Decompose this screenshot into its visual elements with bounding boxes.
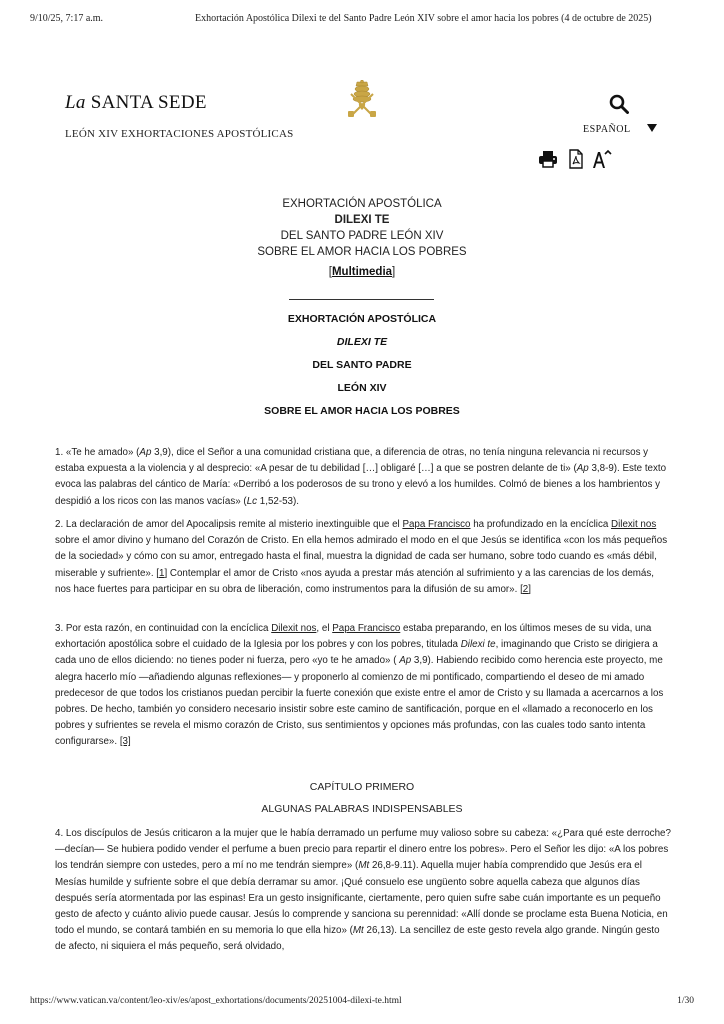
papal-keys-emblem-icon[interactable] (345, 80, 379, 118)
document-heading (0, 196, 724, 280)
chevron-down-icon[interactable] (647, 124, 657, 132)
text: 26,13). La sencillez de este gesto revela algo grande. Ningún gesto de afecto, ni siquiera el más pequeño, será olvidado, (55, 925, 660, 953)
bracket-open: [ (328, 266, 332, 278)
bible-ref: Mt (358, 860, 370, 872)
print-date: 9/10/25, 7:17 a.m. (30, 13, 104, 24)
search-icon[interactable] (609, 94, 629, 114)
site-title-main: SANTA SEDE (90, 92, 207, 113)
footnote-link[interactable]: [2] (520, 583, 531, 595)
title-author-line: DEL SANTO PADRE (312, 359, 412, 371)
page-url: https://www.vatican.va/content/leo-xiv/es/apost_exhortations/documents/20251004-dilexi-te.html (30, 996, 402, 1006)
page-number: 1/30 (677, 996, 694, 1006)
paragraph-1 (55, 445, 671, 510)
chapter-subtitle: ALGUNAS PALABRAS INDISPENSABLES (261, 803, 463, 815)
text: 3. Por esta razón, en continuidad con la encíclica (55, 623, 272, 634)
text: 4. Los discípulos de Jesús criticaron a la mujer que le había derramado un perfume muy valioso sobre su cabeza: «¿Para qué este derroche? —decían— Se hubiera podido vender el perfume a buen precio para repartir el dinero entre los pobres». Pero el Señor les dijo: «A los pobres los tendrán siempre con ustedes, pero a mí no me tendrán siempre» ( (55, 828, 671, 872)
bible-ref: Ap (139, 447, 152, 458)
footnote-link[interactable]: [1] (156, 567, 168, 579)
title-pope: LEÓN XIV (337, 382, 387, 394)
text: 2. La declaración de amor del Apocalipsis remite al misterio inextinguible que el (55, 519, 403, 530)
doc-head-author: DEL SANTO PADRE LEÓN XIV (280, 230, 444, 242)
site-title-prefix: La (65, 92, 86, 113)
text: Contemplar el amor de Cristo «nos ayuda a prestar más atención al sufrimiento y a las carencias de los demás, nos hace fuertes para participar en su obra de liberación, como instrumentos para la difusión de su amor». (55, 567, 654, 595)
bible-ref: Lc (246, 495, 258, 507)
paragraph-4 (55, 826, 671, 956)
doc-head-type: EXHORTACIÓN APOSTÓLICA (282, 198, 442, 210)
print-footer (30, 996, 694, 1010)
text: ha profundizado en la encíclica (470, 519, 612, 530)
print-icon[interactable] (538, 149, 558, 169)
pdf-icon[interactable] (566, 149, 586, 169)
papa-francisco-link[interactable]: Papa Francisco (332, 623, 401, 634)
text: estaba preparando, en los últimos meses de su vida, una exhortación apostólica sobre el cuidado de la Iglesia por los pobres y con los pobres, titulada (55, 623, 652, 651)
title-block (0, 313, 724, 428)
multimedia-row (0, 264, 724, 280)
dilexit-nos-link[interactable]: Dilexit nos (271, 623, 317, 634)
papa-francisco-link[interactable]: Papa Francisco (402, 519, 471, 530)
text: , el (316, 623, 333, 634)
bible-ref: Ap (399, 655, 412, 667)
paragraph-3 (55, 621, 671, 751)
site-breadcrumb[interactable]: LEÓN XIV EXHORTACIONES APOSTÓLICAS (65, 128, 294, 140)
multimedia-link[interactable]: Multimedia (331, 266, 393, 278)
text: sobre el amor divino y humano del Corazón de Cristo. En ella hemos admirado el modo en el que Jesús se identifica «con los más pequeños de la sociedad» y cómo con su amor, entregado hasta el final, muestra la dignidad de cada ser humano, sobre todo cuando es «más débil, miserable y sufriente». (55, 535, 668, 579)
bible-ref: Ap (576, 463, 589, 475)
site-title-link[interactable] (65, 92, 207, 114)
title-subject: SOBRE EL AMOR HACIA LOS POBRES (264, 405, 460, 417)
bracket-close: ] (392, 266, 396, 278)
chapter-heading: CAPÍTULO PRIMERO (309, 781, 415, 793)
bible-ref: Mt (352, 925, 364, 937)
text: 1. «Te he amado» ( (55, 447, 140, 458)
print-header (30, 13, 694, 27)
text: 3,9). Habiendo recibido como herencia este proyecto, me alegra hacerlo mío —añadiendo algunas reflexiones— y proponerlo al comienzo de mi pontificado, compartiendo el deseo de mi amado predecesor de que todos los cristianos puedan percibir la fuerte conexión que existe entre el amor de Cristo y su llamada a acercarnos a los pobres. De hecho, también yo considero necesario insistir sobre este camino de santificación, porque en el «llamado a reconocerlo en los pobres y sufrientes se revela el mismo corazón de Cristo, sus sentimientos y opciones más profundas, con las cuales todo santo intenta configurarse». (55, 655, 664, 748)
paragraph-2 (55, 517, 671, 598)
doc-head-subject: SOBRE EL AMOR HACIA LOS POBRES (257, 246, 467, 258)
title-name: DILEXI TE (336, 336, 388, 348)
doc-head-title: DILEXI TE (334, 214, 390, 226)
text: 3,9), dice el Señor a una comunidad cristiana que, a diferencia de otras, no tenía ninguna relevancia ni recursos y estaba expuesta a la violencia y al desprecio: «A pesar de tu debilidad […] obligaré […] a que se postren delante de ti» ( (55, 447, 649, 475)
text: 3,8-9). Este texto evoca las palabras del cántico de María: «Derribó a los poderosos de su trono y elevó a los humildes. Colmó de bienes a los hambrientos y despidió a los ricos con las manos vacías» ( (55, 463, 667, 507)
font-size-icon[interactable] (592, 149, 612, 169)
language-select[interactable]: ESPAÑOL (583, 124, 631, 135)
divider (289, 299, 434, 300)
text: 1,52-53). (257, 495, 299, 507)
text: , imaginando que Cristo se dirigiera a cada uno de ellos diciendo: no tienes poder ni fuerza, pero «yo te he amado» ( (55, 639, 658, 667)
text: 26,8-9.11). Aquella mujer había comprendido que Jesús era el Mesías humilde y sufriente sobre el que debía derramar su amor. ¡Qué consuelo ese ungüento sobre aquella cabeza que algunos días después sería atormentada por las espinas! Era un gesto insignificante, ciertamente, pero quien sufre sabe cuán importante es un pequeño gesto de afecto y cuánto alivio puede causar. Jesús lo comprende y sanciona su perennidad: «Allí donde se proclame esta Buena Noticia, en todo el mundo, se contará también en su memoria lo que ella hizo» ( (55, 860, 668, 937)
title-type: EXHORTACIÓN APOSTÓLICA (287, 313, 437, 325)
print-page-title: Exhortación Apostólica Dilexi te del Santo Padre León XIV sobre el amor hacia los pobres (4 de octubre de 2025) (195, 13, 652, 24)
document-title: Dilexi te (460, 639, 496, 651)
footnote-link[interactable]: [3] (119, 736, 131, 748)
dilexit-nos-link[interactable]: Dilexit nos (611, 519, 657, 530)
